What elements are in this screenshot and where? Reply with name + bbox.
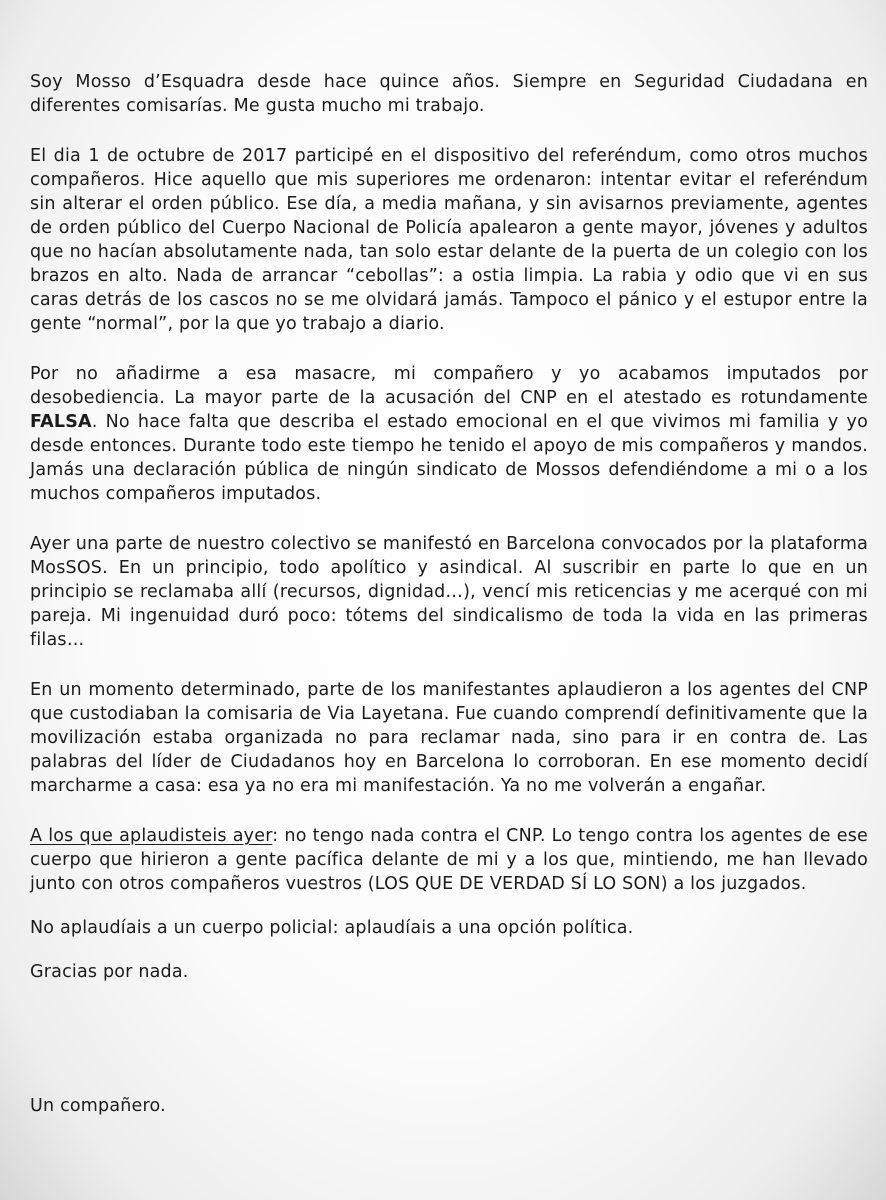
- paragraph-imputados-text-end: . No hace falta que describa el estado emocional en el que vivimos mi familia y yo desde entonces. Durante todo este tiempo he tenido el apoyo de mis compañeros y mandos. Jamás una declaración pública de ningún sindicato de Mossos defendiéndome a mi o a los muchos compañeros imputados.: [30, 412, 868, 504]
- paragraph-aplausos: En un momento determinado, parte de los manifestantes aplaudieron a los agentes del CNP que custodiaban la comisaria de Via Layetana. Fue cuando comprendí definitivamente que la movilización estaba organizada no para reclamar nada, sino para ir en contra de. Las palabras del líder de Ciudadanos hoy en Barcelona lo corroboran. En ese momento decidí marcharme a casa: esa ya no era mi manifestación. Ya no me volverán a engañar.: [30, 680, 868, 796]
- underlined-phrase: A los que aplaudisteis ayer: [30, 826, 273, 846]
- paragraph-referendum: El dia 1 de octubre de 2017 participé en el dispositivo del referéndum, como otros muchos compañeros. Hice aquello que mis superiores me ordenaron: intentar evitar el referéndum sin alterar el orden público. Ese día, a media mañana, y sin avisarnos previamente, agentes de orden público del Cuerpo Nacional de Policía apalearon a gente mayor, jóvenes y adultos que no hacían absolutamente nada, tan solo estar delante de la puerta de un colegio con los brazos en alto. Nada de arrancar “cebollas”: a ostia limpia. La rabia y odio que vi en sus caras detrás de los cascos no se me olvidará jamás. Tampoco el pánico y el estupor entre la gente “normal”, por la que yo trabajo a diario.: [30, 146, 868, 334]
- paragraph-gracias: Gracias por nada.: [30, 962, 189, 982]
- paragraph-imputados: [30, 362, 868, 506]
- emphasis-falsa: FALSA: [30, 412, 92, 432]
- paragraph-intro: Soy Mosso d’Esquadra desde hace quince años. Siempre en Seguridad Ciudadana en diferentes comisarías. Me gusta mucho mi trabajo.: [30, 72, 868, 116]
- paragraph-manifestacion: Ayer una parte de nuestro colectivo se manifestó en Barcelona convocados por la plataforma MosSOS. En un principio, todo apolítico y asindical. Al suscribir en parte lo que en un principio se reclamaba allí (recursos, dignidad…), vencí mis reticencias y me acerqué con mi pareja. Mi ingenuidad duró poco: tótems del sindicalismo de toda la vida en las primeras filas…: [30, 534, 868, 650]
- paragraph-opcion-politica: No aplaudíais a un cuerpo policial: aplaudíais a una opción política.: [30, 918, 634, 938]
- paragraph-a-los-que-aplaudisteis: [30, 824, 868, 896]
- signature: Un compañero.: [30, 1096, 166, 1116]
- paragraph-a-los-que-aplaudisteis-text: : no tengo nada contra el CNP. Lo tengo contra los agentes de ese cuerpo que hirieron a gente pacífica delante de mi y a los que, mintiendo, me han llevado junto con otros compañeros vuestros (LOS QUE DE VERDAD SÍ LO SON) a los juzgados.: [30, 826, 868, 894]
- paragraph-imputados-text-start: Por no añadirme a esa masacre, mi compañero y yo acabamos imputados por desobediencia. La mayor parte de la acusación del CNP en el atestado es rotundamente: [30, 364, 868, 408]
